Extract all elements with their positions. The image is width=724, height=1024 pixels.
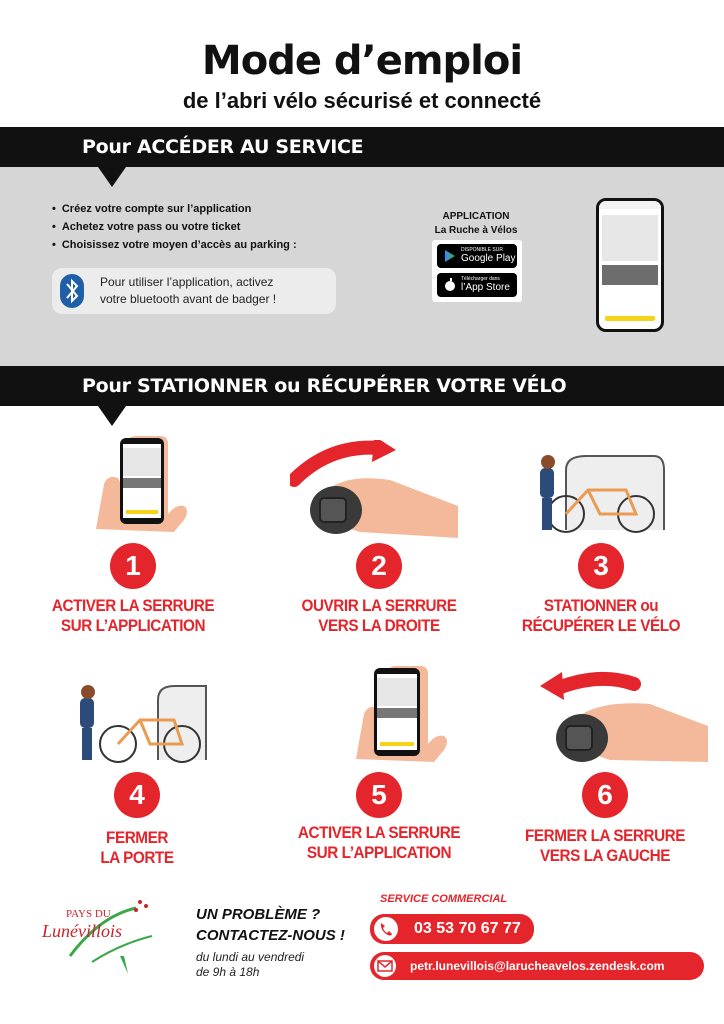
- phone-link[interactable]: [370, 914, 534, 944]
- turn-left-illustration: [540, 664, 710, 764]
- page-subtitle: de l’abri vélo sécurisé et connecté: [182, 88, 542, 113]
- access-section-band: Pour ACCÉDER AU SERVICE: [0, 127, 724, 167]
- page-title: Mode d’emploi: [201, 38, 523, 84]
- app-phone-mockup: [596, 198, 664, 332]
- step-label: STATIONNER ou RÉCUPÉRER LE VÉLO: [521, 596, 681, 635]
- bluetooth-icon: [60, 274, 84, 308]
- park-bike-illustration: [526, 450, 666, 536]
- google-play-icon: [443, 249, 457, 263]
- apple-icon: [443, 278, 457, 292]
- bluetooth-note-text: Pour utiliser l’application, activez votre bluetooth avant de badger !: [100, 275, 277, 306]
- list-item: • Achetez votre pass ou votre ticket: [52, 218, 297, 236]
- step-label: ACTIVER LA SERRURE SUR L’APPLICATION: [51, 596, 215, 635]
- hand-phone-illustration: [346, 664, 456, 764]
- logo-text: Lunévillois: [42, 921, 122, 941]
- step-number: 5: [356, 772, 402, 818]
- turn-right-illustration: [290, 440, 460, 540]
- store-badges: [432, 240, 522, 302]
- step-label: OUVRIR LA SERRURE VERS LA DROITE: [301, 596, 457, 635]
- phone-icon: [374, 917, 398, 941]
- google-play-button[interactable]: DISPONIBLE SUR Google Play: [437, 244, 517, 268]
- step-label: FERMER LA PORTE: [100, 828, 174, 867]
- email-icon: [374, 955, 396, 977]
- close-door-illustration: [70, 680, 210, 766]
- app-name: APPLICATION La Ruche à Vélos: [434, 211, 518, 236]
- logo-text: PAYS DU: [66, 908, 111, 920]
- contact-heading: UN PROBLÈME ? CONTACTEZ-NOUS !: [196, 906, 345, 944]
- band-notch-overlay: [98, 167, 126, 187]
- email-link[interactable]: [370, 952, 704, 980]
- service-label: SERVICE COMMERCIAL: [380, 893, 508, 905]
- list-item: • Choisissez votre moyen d’accès au parking :: [52, 236, 297, 254]
- list-item: • Créez votre compte sur l’application: [52, 200, 297, 218]
- step-label: ACTIVER LA SERRURE SUR L’APPLICATION: [297, 823, 461, 862]
- app-store-button[interactable]: Télécharger dans l’App Store: [437, 273, 517, 297]
- opening-hours: du lundi au vendredi de 9h à 18h: [196, 950, 305, 979]
- step-label: FERMER LA SERRURE VERS LA GAUCHE: [524, 826, 686, 865]
- step-number: 1: [110, 543, 156, 589]
- access-steps-list: [52, 200, 297, 254]
- step-number: 3: [578, 543, 624, 589]
- hand-phone-illustration: [86, 434, 196, 534]
- parking-section-band: Pour STATIONNER ou RÉCUPÉRER VOTRE VÉLO: [0, 366, 724, 406]
- step-number: 4: [114, 772, 160, 818]
- bluetooth-note: [52, 268, 336, 314]
- email-address: petr.lunevillois@larucheavelos.zendesk.com: [410, 959, 665, 973]
- phone-number: 03 53 70 67 77: [414, 920, 521, 937]
- band-notch: [98, 406, 126, 426]
- step-number: 6: [582, 772, 628, 818]
- step-number: 2: [356, 543, 402, 589]
